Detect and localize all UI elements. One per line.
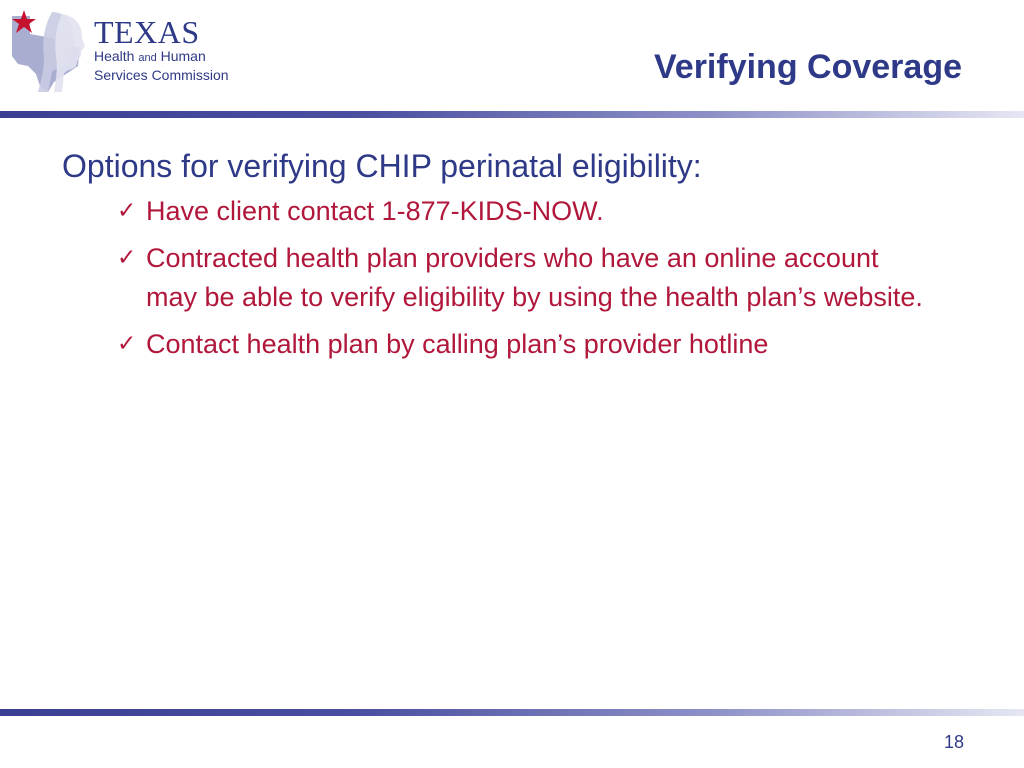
lead-text: Options for verifying CHIP perinatal eligibility: [62,148,702,184]
texas-hhsc-logo [8,8,248,94]
logo-line-1-and: and [138,52,157,64]
slide-title: Verifying Coverage [653,48,962,86]
logo-line-2: Services Commission [94,67,229,83]
logo-text [94,16,229,84]
logo-line-1 [94,48,229,67]
bottom-divider [0,709,1024,716]
bullet-item [117,192,936,231]
texas-map-faces-icon [8,8,92,94]
bullet-item [117,239,936,317]
checkmark-icon: ✓ [117,198,137,224]
top-divider [0,111,1024,118]
slide-content [62,146,962,372]
bullet-text: Contracted health plan providers who have an online account may be able to verify eligibility by using the health plan’s website. [146,243,923,312]
page-number: 18 [943,732,964,752]
bullet-text: Have client contact 1-877-KIDS-NOW. [146,196,604,226]
bullet-item [117,325,936,364]
checkmark-icon: ✓ [117,245,137,271]
logo-line-1-b: Human [156,48,206,64]
logo-line-1-a: Health [94,48,139,64]
bullet-list [62,192,962,364]
logo-title: TEXAS [94,14,200,50]
bullet-text: Contact health plan by calling plan’s provider hotline [146,329,769,359]
checkmark-icon: ✓ [117,331,137,357]
